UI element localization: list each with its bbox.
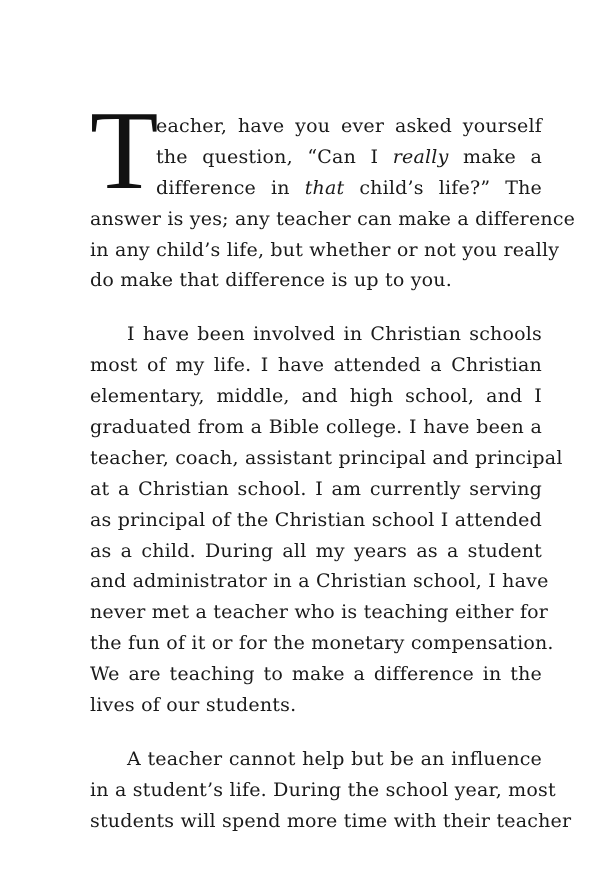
- paragraph-1: [90, 111, 576, 296]
- text-line: I have been involved in Christian schools: [127, 323, 542, 346]
- text-line: difference in that child’s life?” The: [156, 176, 542, 199]
- text-line: in a student’s life. During the school year, most: [90, 778, 556, 801]
- text-line: A teacher cannot help but be an influence: [127, 747, 542, 770]
- text-line: never met a teacher who is teaching either for: [90, 601, 549, 624]
- text-line: eacher, have you ever asked yourself: [156, 115, 542, 137]
- text-line: in any child’s life, but whether or not you really: [90, 238, 560, 261]
- text-line: lives of our students.: [90, 694, 297, 717]
- text-line: graduated from a Bible college. I have been a: [90, 416, 542, 439]
- paragraph-3: [90, 744, 572, 837]
- text-line: do make that difference is up to you.: [90, 269, 452, 292]
- text-line: answer is yes; any teacher can make a difference: [90, 207, 576, 230]
- text-line: elementary, middle, and high school, and I: [90, 385, 542, 408]
- text-line: at a Christian school. I am currently serving: [90, 477, 542, 500]
- text-line: We are teaching to make a difference in the: [90, 663, 542, 686]
- paragraph-2: [90, 319, 563, 721]
- page-body: [90, 111, 576, 837]
- text-line: most of my life. I have attended a Christian: [90, 354, 542, 377]
- text-line: students will spend more time with their teacher: [90, 809, 572, 832]
- text-line: as a child. During all my years as a student: [90, 539, 542, 562]
- text-line: as principal of the Christian school I attended: [90, 508, 542, 531]
- text-line: the question, “Can I really make a: [156, 145, 542, 168]
- text-line: and administrator in a Christian school, I have: [90, 570, 549, 593]
- drop-cap: T: [90, 89, 159, 213]
- text-line: teacher, coach, assistant principal and principal: [90, 446, 563, 469]
- text-line: the fun of it or for the monetary compensation.: [90, 632, 554, 655]
